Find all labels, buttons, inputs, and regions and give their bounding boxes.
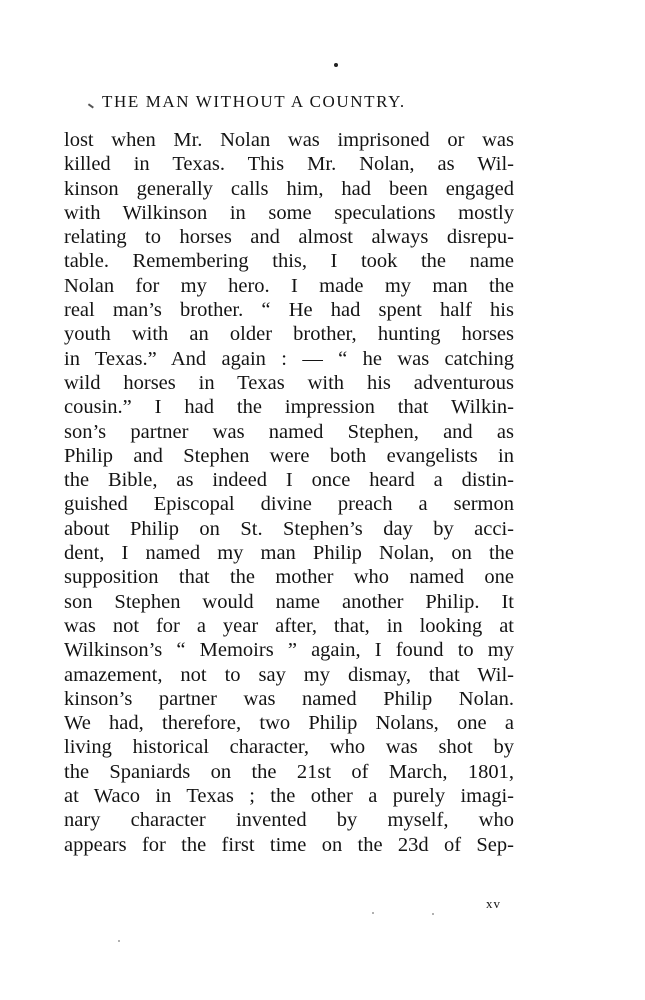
text-line: son Stephen would name another Philip. It [64,590,514,613]
text-line: at Waco in Texas ; the other a purely imagi- [64,785,514,808]
text-line: was not for a year after, that, in looking at [64,614,514,637]
text-line: relating to horses and almost always disrepu- [64,226,514,249]
text-line: nary character invented by myself, who [64,809,514,832]
paper-speck [372,912,374,914]
text-line: in Texas.” And again : — “ he was catching [64,347,514,370]
paper-speck [432,913,434,915]
text-line: cousin.” I had the impression that Wilkin- [64,396,514,419]
body-text [64,128,514,857]
text-line: killed in Texas. This Mr. Nolan, as Wil- [64,153,514,176]
text-line: kinson’s partner was named Philip Nolan. [64,687,514,710]
text-line: wild horses in Texas with his adventurous [64,371,514,394]
text-line: guished Episcopal divine preach a sermon [64,493,514,516]
text-line: lost when Mr. Nolan was imprisoned or was [64,129,514,151]
text-line: dent, I named my man Philip Nolan, on the [64,542,514,565]
text-line: living historical character, who was shot by [64,736,514,759]
text-line: Philip and Stephen were both evangelists in [64,444,514,467]
text-line: supposition that the mother who named one [64,566,514,589]
text-line: appears for the first time on the 23d of Sep- [64,833,514,856]
text-line: kinson generally calls him, had been engaged [64,177,514,200]
text-line: table. Remembering this, I took the name [64,250,514,273]
text-line: We had, therefore, two Philip Nolans, one a [64,712,514,735]
ink-mark [334,63,338,67]
text-line: amazement, not to say my dismay, that Wil- [64,663,514,686]
text-line: about Philip on St. Stephen’s day by acci- [64,517,514,540]
ink-mark [88,103,94,108]
text-line: real man’s brother. “ He had spent half his [64,299,514,322]
running-head: THE MAN WITHOUT A COUNTRY. [102,92,406,111]
text-line: with Wilkinson in some speculations mostly [64,201,514,224]
text-line: youth with an older brother, hunting horses [64,323,514,346]
paper-speck [118,940,120,942]
text-line: the Bible, as indeed I once heard a distin- [64,469,514,492]
text-line: Wilkinson’s “ Memoirs ” again, I found to my [64,639,514,662]
text-line: son’s partner was named Stephen, and as [64,420,514,443]
text-line: Nolan for my hero. I made my man the [64,274,514,297]
text-line: the Spaniards on the 21st of March, 1801, [64,760,514,783]
page-number: xv [486,896,501,911]
